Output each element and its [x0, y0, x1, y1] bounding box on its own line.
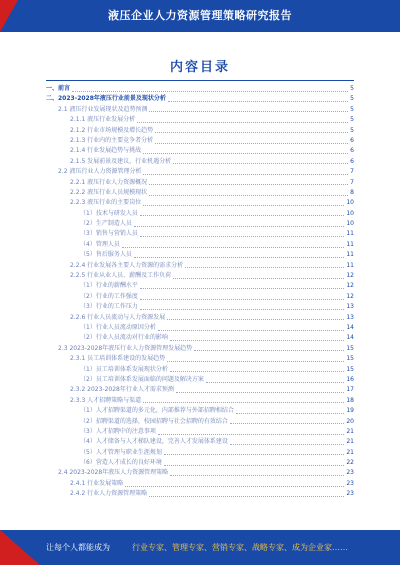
footer-corner-decoration: [0, 530, 40, 565]
toc-entry-title: （2）生产制造人员: [80, 220, 132, 228]
toc-entry[interactable]: [46, 115, 354, 125]
toc-leader-dots: [140, 309, 345, 310]
toc-entry[interactable]: [46, 178, 354, 188]
toc-entry[interactable]: [46, 489, 354, 499]
toc-entry[interactable]: [46, 261, 354, 271]
toc-entry-page: 6: [350, 136, 354, 144]
toc-leader-dots: [143, 402, 344, 403]
toc-entry-title: （1）员工培训体系发展现状分析: [80, 365, 168, 373]
toc-leader-dots: [164, 465, 345, 466]
toc-leader-dots: [137, 122, 348, 123]
toc-entry[interactable]: [46, 126, 354, 136]
report-header: [0, 0, 400, 32]
toc-entry-title: 2.1.4 行业发展趋势与挑战: [70, 147, 142, 155]
toc-entry-title: （4）人才储备与人才梯队建设，完善人才发展体系建设: [80, 438, 228, 446]
toc-entry-page: 17: [346, 386, 354, 394]
footer-tagline: 行业专家、管理专家、营销专家、战略专家、成为企业家……: [132, 543, 348, 552]
toc-entry-page: 10: [346, 220, 354, 228]
toc-entry-page: 11: [346, 251, 354, 259]
toc-entry-title: （2）招聘渠道的选择，校园招聘与社会招聘的有效结合: [80, 417, 228, 425]
toc-leader-dots: [134, 257, 345, 258]
toc-entry[interactable]: [46, 323, 354, 333]
toc-entry[interactable]: [46, 167, 354, 177]
toc-entry-title: 2.3.2 2023-2028年行业人才需求预测: [70, 386, 174, 394]
toc-entry-page: 23: [346, 479, 354, 487]
toc-entry-title: （1）人才招聘渠道的多元化，内部推荐与外部招聘相结合: [80, 407, 234, 415]
toc-entry[interactable]: [46, 292, 354, 302]
toc-entry-title: 2.4 2023-2028年液压人力资源管理策略: [58, 469, 169, 477]
toc-entry[interactable]: [46, 385, 354, 395]
toc-entry[interactable]: [46, 146, 354, 156]
toc-entry-page: 15: [346, 344, 354, 352]
toc-leader-dots: [125, 486, 344, 487]
toc-entry-page: 16: [346, 375, 354, 383]
toc-entry-page: 23: [346, 490, 354, 498]
toc-leader-dots: [194, 350, 344, 351]
toc-entry[interactable]: [46, 281, 354, 291]
toc-entry-title: （3）人才招聘中的注意事项: [80, 427, 156, 435]
toc-entry-page: 21: [346, 427, 354, 435]
toc-entry[interactable]: [46, 458, 354, 468]
toc-entry[interactable]: [46, 333, 354, 343]
toc-leader-dots: [140, 236, 345, 237]
toc-entry[interactable]: [46, 302, 354, 312]
toc-entry-page: 5: [350, 116, 354, 124]
toc-entry[interactable]: [46, 219, 354, 229]
toc-entry-page: 11: [346, 261, 354, 269]
toc-entry-title: （1）技术与研发人员: [80, 209, 138, 217]
toc-entry-title: 2.2.4 行业发展各主要人力资源的需求分析: [70, 261, 184, 269]
toc-entry-title: 2.2.6 行业人员流动与人力资源发展: [70, 313, 166, 321]
toc-entry-title: （3）行业的工作压力: [80, 303, 138, 311]
toc-entry[interactable]: [46, 448, 354, 458]
toc-leader-dots: [134, 226, 345, 227]
toc-entry-title: 2.2.5 行业从业人员、薪酬及工作负荷: [70, 272, 172, 280]
toc-entry[interactable]: [46, 437, 354, 447]
toc-leader-dots: [173, 278, 344, 279]
toc-entry-page: 13: [346, 303, 354, 311]
toc-entry-page: 14: [346, 323, 354, 331]
toc-entry-title: 2.3.1 员工培训体系建设的发展趋势: [70, 355, 166, 363]
toc-entry[interactable]: [46, 198, 354, 208]
toc-entry[interactable]: [46, 354, 354, 364]
toc-leader-dots: [140, 299, 345, 300]
toc-leader-dots: [122, 247, 345, 248]
toc-entry-page: 19: [346, 407, 354, 415]
toc-entry-page: 5: [350, 85, 354, 92]
toc-entry-title: （6）营造人才成长的良好环境: [80, 459, 162, 467]
toc-entry[interactable]: [46, 229, 354, 239]
toc-entry-page: 10: [346, 199, 354, 207]
toc-leader-dots: [230, 444, 345, 445]
toc-leader-dots: [230, 423, 345, 424]
toc-entry[interactable]: [46, 271, 354, 281]
toc-entry-title: 2.1.5 发展前景及建议，行业机遇分析: [70, 157, 172, 165]
toc-entry-page: 7: [350, 168, 354, 176]
toc-entry-page: 12: [346, 272, 354, 280]
toc-leader-dots: [155, 132, 348, 133]
toc-entry-page: 11: [346, 240, 354, 248]
toc-entry-page: 18: [346, 396, 354, 404]
toc-entry-title: （2）行业的工作强度: [80, 292, 138, 300]
toc-entry-page: 21: [346, 438, 354, 446]
toc-entry-title: 2.2.3 液压行业的主要岗位: [70, 199, 142, 207]
toc-entry[interactable]: [46, 136, 354, 146]
toc-entry-page: 15: [346, 355, 354, 363]
toc-entry-title: 一、前言: [46, 85, 71, 92]
toc-entry-title: （1）行业的薪酬水平: [80, 282, 138, 290]
toc-entry-title: （1）行业人员流动原因分析: [80, 323, 156, 331]
toc-entry[interactable]: [46, 105, 354, 115]
toc-leader-dots: [149, 111, 348, 112]
toc-entry-page: 8: [350, 188, 354, 196]
toc-entry[interactable]: [46, 250, 354, 260]
toc-heading: 内容目录: [169, 60, 230, 75]
toc-entry-title: 2.2 液压行业人力资源管理分析: [58, 168, 142, 176]
toc-entry-page: 6: [350, 147, 354, 155]
toc-leader-dots: [168, 101, 348, 102]
toc-entry-title: 2.4.2 行业人力资源管理策略: [70, 490, 148, 498]
toc-entry-page: 7: [350, 178, 354, 186]
toc-entry-page: 13: [346, 313, 354, 321]
toc-leader-dots: [170, 340, 345, 341]
toc-entry[interactable]: [46, 468, 354, 478]
toc-entry[interactable]: [46, 375, 354, 385]
toc-entry-title: 2.2.2 液压行业人员规模现状: [70, 188, 148, 196]
toc-leader-dots: [143, 153, 348, 154]
toc-leader-dots: [185, 267, 344, 268]
toc-entry[interactable]: [46, 188, 354, 198]
toc-entry[interactable]: [46, 427, 354, 437]
toc-entry-title: （3）销售与营销人员: [80, 230, 138, 238]
toc-entry[interactable]: [46, 94, 354, 104]
toc-entry-page: 12: [346, 292, 354, 300]
toc-entry[interactable]: [46, 417, 354, 427]
toc-leader-dots: [170, 371, 345, 372]
toc-leader-dots: [143, 205, 344, 206]
toc-entry-title: 二、2023-2028年液压行业前景及现状分析: [46, 95, 166, 103]
toc-leader-dots: [143, 174, 348, 175]
toc-entry-title: 2.3.3 人才招聘策略与渠道: [70, 396, 142, 404]
toc-leader-dots: [149, 184, 348, 185]
report-title: 液压企业人力资源管理策略研究报告: [108, 9, 292, 22]
toc-entry-title: （2）行业人员流动对行业的影响: [80, 334, 168, 342]
toc-entry[interactable]: [46, 157, 354, 167]
toc-leader-dots: [206, 382, 345, 383]
toc-leader-dots: [170, 475, 344, 476]
toc-leader-dots: [167, 361, 344, 362]
toc-entry-page: 21: [346, 448, 354, 456]
toc-divider: [46, 80, 354, 81]
toc-leader-dots: [158, 330, 345, 331]
toc-entry-title: 2.1 液压行业发展现状及趋势预测: [58, 105, 148, 113]
toc-entry-page: 10: [346, 209, 354, 217]
toc-leader-dots: [173, 163, 348, 164]
toc-entry-page: 14: [346, 334, 354, 342]
toc-entry-title: 2.1.3 行业内的主要竞争者分析: [70, 136, 154, 144]
toc-leader-dots: [176, 392, 344, 393]
toc-entry-page: 12: [346, 282, 354, 290]
toc-entry-title: （4）管理人员: [80, 240, 120, 248]
report-footer: [0, 530, 400, 565]
toc-leader-dots: [158, 434, 345, 435]
toc-entry[interactable]: [46, 313, 354, 323]
toc-leader-dots: [149, 195, 348, 196]
toc-entry[interactable]: [46, 406, 354, 416]
toc-leader-dots: [236, 413, 345, 414]
toc-entry-title: 2.1.2 行业市场规模及增长趋势: [70, 126, 154, 134]
toc-leader-dots: [140, 215, 345, 216]
toc-leader-dots: [72, 91, 348, 92]
toc-entry-title: （2）员工培训体系发展面临的问题及解决方案: [80, 375, 204, 383]
table-of-contents: [46, 84, 354, 500]
toc-entry-page: 6: [350, 157, 354, 165]
toc-entry[interactable]: [46, 240, 354, 250]
toc-leader-dots: [155, 143, 348, 144]
toc-leader-dots: [164, 454, 345, 455]
footer-slogan: 让每个人都能成为: [46, 543, 110, 552]
toc-leader-dots: [167, 319, 344, 320]
toc-entry-page: 5: [350, 126, 354, 134]
toc-entry-title: 2.4.1 行业发展策略: [70, 479, 124, 487]
toc-entry[interactable]: [46, 479, 354, 489]
toc-entry-title: 2.1.1 液压行业发展分析: [70, 116, 136, 124]
toc-entry-page: 20: [346, 417, 354, 425]
toc-entry-page: 5: [350, 105, 354, 113]
toc-entry-page: 5: [350, 95, 354, 103]
toc-entry-page: 11: [346, 230, 354, 238]
toc-entry[interactable]: [46, 396, 354, 406]
toc-entry-page: 23: [346, 469, 354, 477]
toc-entry-title: （5）售后服务人员: [80, 251, 132, 259]
toc-entry-title: 2.2.1 液压行业人力资源概况: [70, 178, 148, 186]
toc-entry-page: 22: [346, 459, 354, 467]
toc-entry-title: 2.3 2023-2028年液压行业人力资源管理发展趋势: [58, 344, 193, 352]
toc-entry[interactable]: [46, 209, 354, 219]
toc-entry-title: （5）人才管理与职业生涯规划: [80, 448, 162, 456]
toc-entry[interactable]: [46, 84, 354, 94]
toc-leader-dots: [140, 288, 345, 289]
toc-entry-page: 15: [346, 365, 354, 373]
toc-leader-dots: [149, 496, 344, 497]
toc-entry[interactable]: [46, 365, 354, 375]
toc-entry[interactable]: [46, 344, 354, 354]
